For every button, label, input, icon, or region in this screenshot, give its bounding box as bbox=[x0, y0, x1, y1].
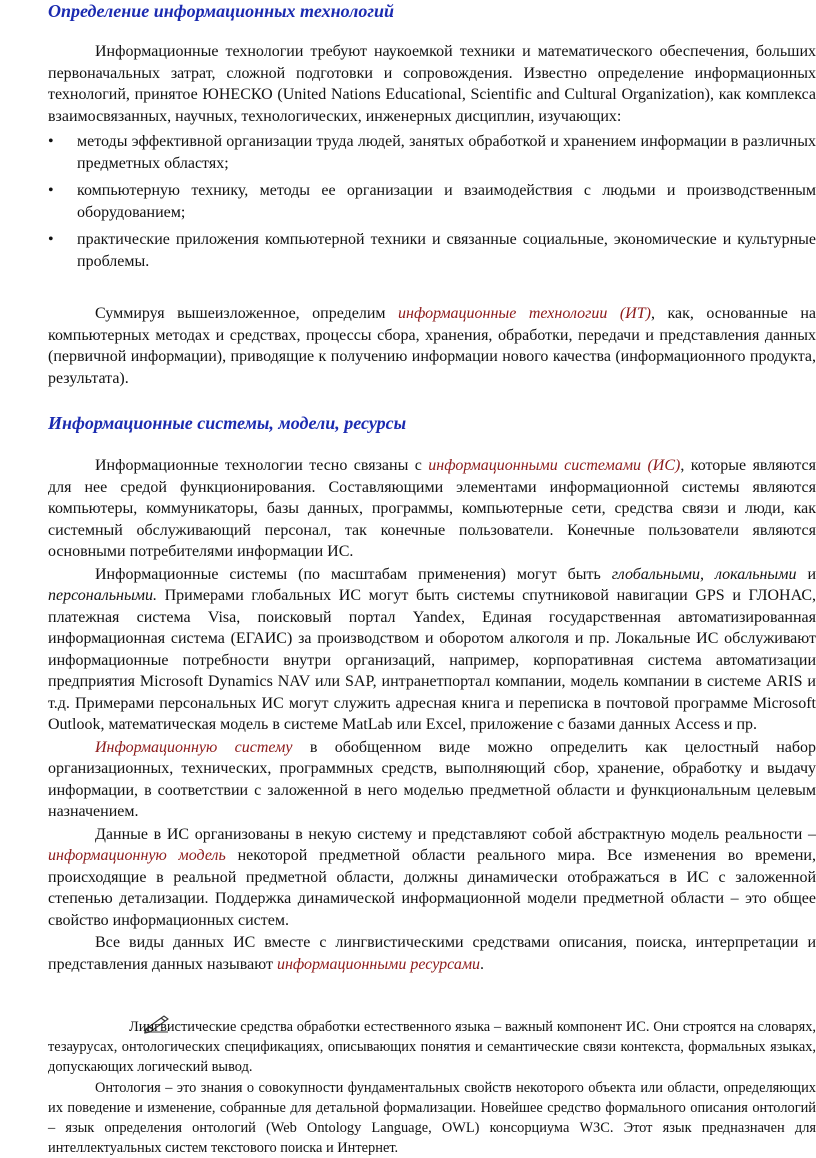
note-paragraph-ontology: Онтология – это знания о совокупности фундаментальных свойств некоторого объекта или области, определяющих их поведение и изменение, собранные для детальной формализации. Новейшее средство формального описания онтологий – язык определения онтологий (Web Ontology Language, OWL) консорциума W3C. Этот язык предназначен для интеллектуальных систем текстового поиска и Интернет. bbox=[48, 1080, 816, 1156]
section1-body bbox=[48, 41, 816, 278]
bullet-text: компьютерную технику, методы ее организации и взаимодействия с людьми и производственным оборудованием; bbox=[77, 182, 816, 221]
bullet-marker: • bbox=[48, 182, 54, 199]
pencil-note-icon bbox=[95, 1013, 127, 1035]
term-info-resources: информационными ресурсами bbox=[276, 955, 481, 973]
bullet-item bbox=[48, 229, 816, 272]
bullet-text: методы эффективной организации труда людей, занятых обработкой и хранением информации в различных предметных областях; bbox=[77, 133, 816, 172]
term-it: информационные технологии (ИТ) bbox=[398, 305, 651, 322]
paragraph-is-scale: Информационные системы (по масштабам применения) могут быть глобальными, локальными и персональными. Примерами глобальных ИС могут быть системы спутниковой навигации GPS и ГЛОНАС, платежная система Visa, поисковый портал Yandex, Единая государственная автоматизированная информационная система (ЕГАИС) за производством и оборотом алкоголя и пр. Локальные ИС обслуживают информационные потребности внутри организаций, например, корпоративная система автоматизации предприятия Microsoft Dynamics NAV или SAP, интранетпортал компании, модель компании в системе ARIS и т.д. Примерами персональных ИС могут служить адресная книга и переписка в почтовой программе Microsoft Outlook, математическая модель в системе MatLab или Excel, приложение с базами данных Access и пр. bbox=[48, 565, 816, 733]
paragraph-is-definition: Информационную систему в обобщенном виде можно определить как целостный набор организационных, технических, программных средств, выполняющий сбор, хранение, обработку и выдачу информации, в соответствии с заложенной в него моделью предметной области и функциональным целевым назначением. bbox=[48, 738, 816, 820]
bullet-item bbox=[48, 131, 816, 174]
bullet-text: практические приложения компьютерной техники и связанные социальные, экономические и культурные проблемы. bbox=[77, 231, 816, 270]
paragraph-unesco-definition: Информационные технологии требуют наукоемкой техники и математического обеспечения, больших первоначальных затрат, сложной подготовки и сопровождения. Известно определение информационных технологий, принятое ЮНЕСКО (United Nations Educational, Scientific and Cultural Organization), как комплекса взаимосвязанных, научных, технологических, инженерных дисциплин, изучающих: bbox=[48, 43, 816, 125]
term-info-model: информационную модель bbox=[48, 847, 226, 864]
term-is: информационными системами (ИС) bbox=[428, 457, 681, 474]
paragraph-is-intro: Информационные технологии тесно связаны с информационными системами (ИС), которые являются для нее средой функционирования. Составляющими элементами информационной системы являются компьютеры, коммуникаторы, базы данных, программы, компьютерные сети, средства связи и люди, как системный обслуживающий персонал, так конечные пользователи. Конечные пользователи являются основными потребителями информации ИС. bbox=[48, 457, 816, 560]
bullet-marker: • bbox=[48, 133, 54, 150]
section1-summary bbox=[48, 303, 816, 389]
note-paragraph-linguistic: Лингвистические средства обработки естественного языка – важный компонент ИС. Они строятся на словарях, тезаурусах, онтологических спецификациях, описывающих понятия и семантические связи контекста, формальных языках, допускающих логический вывод. bbox=[48, 1013, 816, 1077]
note-block bbox=[48, 1013, 816, 1158]
paragraph-info-model: Данные в ИС организованы в некую систему и представляют собой абстрактную модель реальности – информационную модель некоторой предметной области реального мира. Все изменения во времени, происходящие в реальной предметной области, должны динамически отображаться в ИС с заложенной степенью детализации. Поддержка динамической информационной модели предметной области – это общее свойство информационных систем. bbox=[48, 825, 816, 929]
bullet-marker: • bbox=[48, 231, 54, 248]
paragraph-info-resources: Все виды данных ИС вместе с лингвистическими средствами описания, поиска, интерпретации и представления данных называют информационными ресурсами. bbox=[48, 934, 816, 973]
term-information-system: Информационную систему bbox=[95, 738, 293, 756]
section2-body bbox=[48, 455, 816, 975]
section-heading-it-definition: Определение информационных технологий bbox=[48, 1, 395, 21]
paragraph-it-summary: Суммируя вышеизложенное, определим информационные технологии (ИТ), как, основанные на компьютерных методах и средствах, процессы сбора, хранения, обработки, передачи и представления данных (первичной информации), приводящие к получению информации нового качества (информационного продукта, результата). bbox=[48, 305, 816, 387]
section-heading-is-models: Информационные системы, модели, ресурсы bbox=[48, 413, 407, 433]
bullet-item bbox=[48, 180, 816, 223]
bullet-list bbox=[48, 131, 816, 272]
